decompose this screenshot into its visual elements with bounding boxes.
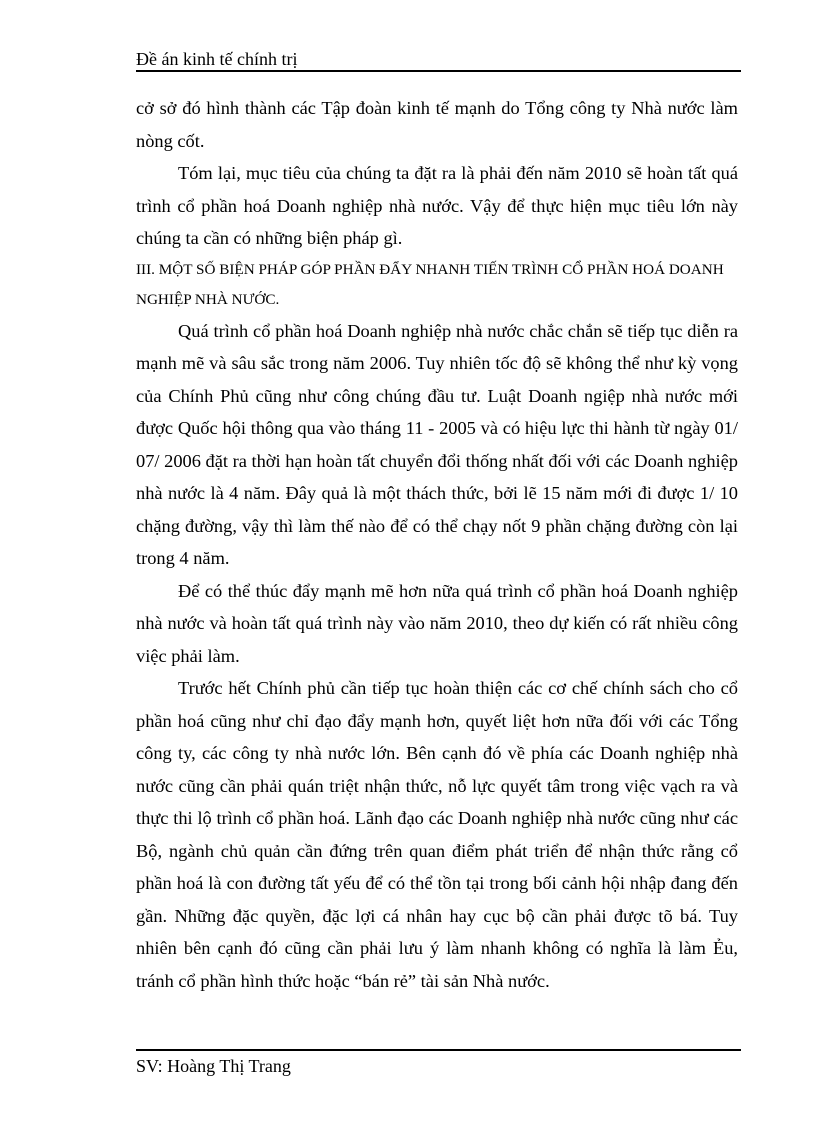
- paragraph-government: Trước hết Chính phủ cần tiếp tục hoàn thiện các cơ chế chính sách cho cổ phần hoá cũng như chỉ đạo đẩy mạnh hơn, quyết liệt hơn nữa đối với các Tổng công ty, các công ty nhà nước lớn. Bên cạnh đó về phía các Doanh nghiệp nhà nước cũng cần phải quán triệt nhận thức, nỗ lực quyết tâm trong việc vạch ra và thực thi lộ trình cổ phần hoá. Lãnh đạo các Doanh nghiệp nhà nước cũng như các Bộ, ngành chủ quản cần đứng trên quan điểm phát triển để nhận thức rằng cổ phần hoá là con đường tất yếu để có thể tồn tại trong bối cảnh hội nhập đang đến gần. Những đặc quyền, đặc lợi cá nhân hay cục bộ cần phải được tõ bá. Tuy nhiên bên cạnh đó cũng cần phải lưu ý làm nhanh không có nghĩa là làm Ẻu, tránh cổ phần hình thức hoặc “bán rẻ” tài sản Nhà nước.: [136, 678, 738, 991]
- paragraph-summary: Tóm lại, mục tiêu của chúng ta đặt ra là phải đến năm 2010 sẽ hoàn tất quá trình cổ phần hoá Doanh nghiệp nhà nước. Vậy để thực hiện mục tiêu lớn này chúng ta cần có những biện pháp gì.: [136, 163, 738, 248]
- paragraph-acceleration: Để có thể thúc đẩy mạnh mẽ hơn nữa quá trình cổ phần hoá Doanh nghiệp nhà nước và hoàn tất quá trình này vào năm 2010, theo dự kiến có rất nhiều công việc phải làm.: [136, 580, 738, 666]
- paragraph-process: Quá trình cổ phần hoá Doanh nghiệp nhà nước chắc chắn sẽ tiếp tục diễn ra mạnh mẽ và sâu sắc trong năm 2006. Tuy nhiên tốc độ sẽ không thể như kỳ vọng của Chính Phủ cũng như công chúng đầu tư. Luật Doanh ngiệp nhà nước mới được Quốc hội thông qua vào tháng 11 - 2005 và có hiệu lực thi hành từ ngày 01/ 07/ 2006 đặt ra thời hạn hoàn tất chuyển đổi thống nhất đối với các Doanh nghiệp nhà nước là 4 năm. Đây quả là một thách thức, bởi lẽ 15 năm mới đi được 1/ 10 chặng đường, vậy thì làm thế nào để có thể chạy nốt 9 phần chặng đường còn lại trong 4 năm.: [136, 320, 738, 568]
- page-footer-author: SV: Hoàng Thị Trang: [136, 1056, 291, 1076]
- footer-divider: [136, 1049, 741, 1051]
- paragraph-continuation: cở sở đó hình thành các Tập đoàn kinh tế mạnh do Tổng công ty Nhà nước làm nòng cốt.: [136, 98, 738, 151]
- document-body: [136, 92, 738, 997]
- section-heading: III. MỘT SỐ BIỆN PHÁP GÓP PHẦN ĐẨY NHANH TIẾN TRÌNH CỔ PHẦN HOÁ DOANH NGHIỆP NHÀ NƯỚC.: [136, 260, 724, 308]
- page-header-title: Đề án kinh tế chính trị: [136, 49, 298, 69]
- header-divider: [136, 70, 741, 72]
